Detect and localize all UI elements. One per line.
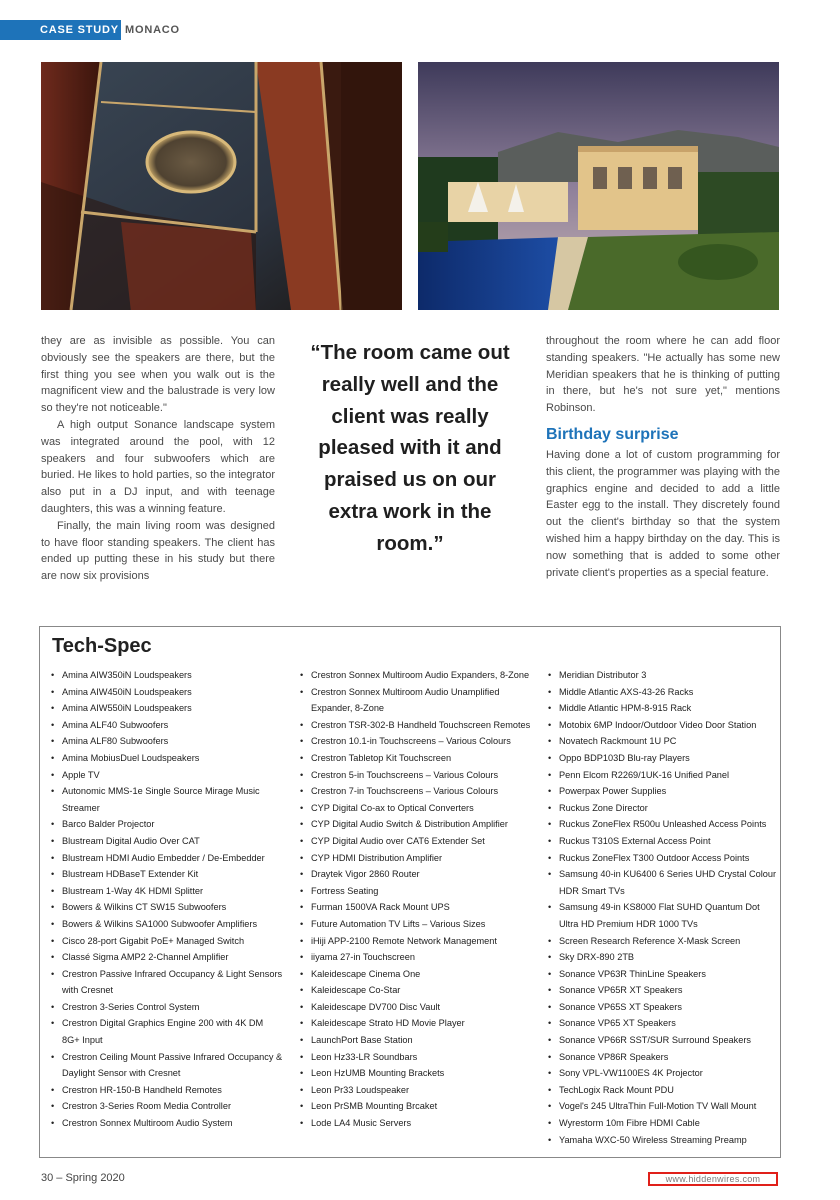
tech-spec-title: Tech-Spec <box>52 635 152 657</box>
left-paragraph-3: Finally, the main living room was designed to have floor standing speakers. The client has ended up putting these in his study but there are now six provisions <box>41 519 275 583</box>
tech-spec-column-2 <box>300 667 534 1132</box>
tech-spec-item: • Novatech Rackmount 1U PC <box>548 733 780 750</box>
tech-spec-item: • Sonance VP65 XT Speakers <box>548 1015 780 1032</box>
tech-spec-item: • LaunchPort Base Station <box>300 1032 534 1049</box>
ceiling-speaker-photo <box>41 62 402 310</box>
tech-spec-item: • CYP HDMI Distribution Amplifier <box>300 850 534 867</box>
tech-spec-item: • Lode LA4 Music Servers <box>300 1115 534 1132</box>
tech-spec-item: • Amina ALF40 Subwoofers <box>51 717 283 734</box>
tech-spec-item: • Amina AIW450iN Loudspeakers <box>51 684 283 701</box>
left-paragraph-2: A high output Sonance landscape system was integrated around the pool, with 12 speakers and four subwoofers which are buried. He likes to hold parties, so the integrator also put in a DJ input, and with teenage daughters, this was a winning feature. <box>41 418 275 515</box>
tech-spec-item: • Kaleidescape Co-Star <box>300 982 534 999</box>
tech-spec-item: • iHiji APP-2100 Remote Network Management <box>300 933 534 950</box>
section-header <box>0 20 180 40</box>
tech-spec-item: • Blustream HDBaseT Extender Kit <box>51 866 283 883</box>
tech-spec-item: • Barco Balder Projector <box>51 816 283 833</box>
tech-spec-item: • Blustream 1-Way 4K HDMI Splitter <box>51 883 283 900</box>
tech-spec-item: • Middle Atlantic AXS-43-26 Racks <box>548 684 780 701</box>
tech-spec-item: • Middle Atlantic HPM-8-915 Rack <box>548 700 780 717</box>
tech-spec-item: • Ruckus ZoneFlex R500u Unleashed Access Points <box>548 816 780 833</box>
tech-spec-item: • Fortress Seating <box>300 883 534 900</box>
tech-spec-item: • Future Automation TV Lifts – Various Sizes <box>300 916 534 933</box>
tech-spec-item: • Oppo BDP103D Blu-ray Players <box>548 750 780 767</box>
tech-spec-item: • Bowers & Wilkins CT SW15 Subwoofers <box>51 899 283 916</box>
tech-spec-item: • Crestron Sonnex Multiroom Audio System <box>51 1115 283 1132</box>
tech-spec-item: • Crestron TSR-302-B Handheld Touchscreen Remotes <box>300 717 534 734</box>
left-text-column <box>41 333 275 585</box>
tech-spec-item: • Vogel's 245 UltraThin Full-Motion TV Wall Mount <box>548 1098 780 1115</box>
right-paragraph-2: Having done a lot of custom programming for this client, the programmer was playing with the graphics engine and decided to add a little Easter egg to the install. They discretely found out the client's birthday so that the system wished him a happy birthday on the day. This is now something that is added to some other private client's properties as a special feature. <box>546 448 780 579</box>
tech-spec-item: • CYP Digital Co-ax to Optical Converters <box>300 800 534 817</box>
tech-spec-item: • Ruckus T310S External Access Point <box>548 833 780 850</box>
tech-spec-item: • Leon PrSMB Mounting Brcaket <box>300 1098 534 1115</box>
page-number: 30 – Spring 2020 <box>41 1172 125 1184</box>
tech-spec-item: • Crestron Tabletop Kit Touchscreen <box>300 750 534 767</box>
tech-spec-item: • Screen Research Reference X-Mask Screen <box>548 933 780 950</box>
tech-spec-item: • Blustream HDMI Audio Embedder / De-Embedder <box>51 850 283 867</box>
tech-spec-item: • Penn Elcom R2269/1UK-16 Unified Panel <box>548 767 780 784</box>
tech-spec-box <box>39 626 781 1158</box>
tech-spec-item: • Crestron 7-in Touchscreens – Various Colours <box>300 783 534 800</box>
right-text-column <box>546 333 780 581</box>
tech-spec-item: • Wyrestorm 10m Fibre HDMI Cable <box>548 1115 780 1132</box>
left-paragraph-1: they are as invisible as possible. You can obviously see the speakers are there, but the first thing you see when you walk out is the magnificent view and the balustrade is very low so they're not noticeable." <box>41 335 275 415</box>
tech-spec-item: • Crestron Ceiling Mount Passive Infrared Occupancy & Daylight Sensor with Cresnet <box>51 1049 283 1082</box>
tech-spec-item: • Sonance VP65S XT Speakers <box>548 999 780 1016</box>
tech-spec-item: • Powerpax Power Supplies <box>548 783 780 800</box>
tech-spec-item: • Kaleidescape Cinema One <box>300 966 534 983</box>
tech-spec-item: • Ruckus ZoneFlex T300 Outdoor Access Points <box>548 850 780 867</box>
tech-spec-item: • Crestron Digital Graphics Engine 200 with 4K DM 8G+ Input <box>51 1015 283 1048</box>
tech-spec-item: • Leon HzUMB Mounting Brackets <box>300 1065 534 1082</box>
tech-spec-item: • Samsung 40-in KU6400 6 Series UHD Crystal Colour HDR Smart TVs <box>548 866 780 899</box>
tech-spec-item: • Sonance VP86R Speakers <box>548 1049 780 1066</box>
tech-spec-item: • Apple TV <box>51 767 283 784</box>
pull-quote: “The room came out really well and the client was really pleased with it and praised us on our extra work in the room.” <box>310 341 510 555</box>
tech-spec-item: • Amina ALF80 Subwoofers <box>51 733 283 750</box>
tech-spec-item: • Samsung 49-in KS8000 Flat SUHD Quantum Dot Ultra HD Premium HDR 1000 TVs <box>548 899 780 932</box>
tech-spec-item: • Furman 1500VA Rack Mount UPS <box>300 899 534 916</box>
tech-spec-item: • Amina MobiusDuel Loudspeakers <box>51 750 283 767</box>
tech-spec-item: • Crestron 3-Series Room Media Controller <box>51 1098 283 1115</box>
tech-spec-item: • Draytek Vigor 2860 Router <box>300 866 534 883</box>
section-tab: CASE STUDY <box>0 20 121 40</box>
tech-spec-item: • Autonomic MMS-1e Single Source Mirage Music Streamer <box>51 783 283 816</box>
tech-spec-item: • Sky DRX-890 2TB <box>548 949 780 966</box>
tech-spec-item: • Motobix 6MP Indoor/Outdoor Video Door Station <box>548 717 780 734</box>
tech-spec-item: • Kaleidescape DV700 Disc Vault <box>300 999 534 1016</box>
tech-spec-item: • Kaleidescape Strato HD Movie Player <box>300 1015 534 1032</box>
tech-spec-item: • Crestron 5-in Touchscreens – Various Colours <box>300 767 534 784</box>
tech-spec-item: • Leon Hz33-LR Soundbars <box>300 1049 534 1066</box>
section-location: MONACO <box>125 24 180 36</box>
tech-spec-item: • Sonance VP66R SST/SUR Surround Speakers <box>548 1032 780 1049</box>
tech-spec-item: • Bowers & Wilkins SA1000 Subwoofer Amplifiers <box>51 916 283 933</box>
tech-spec-item: • Meridian Distributor 3 <box>548 667 780 684</box>
tech-spec-item: • Crestron HR-150-B Handheld Remotes <box>51 1082 283 1099</box>
tech-spec-item: • Amina AIW350iN Loudspeakers <box>51 667 283 684</box>
tech-spec-item: • Crestron Sonnex Multiroom Audio Expanders, 8-Zone <box>300 667 534 684</box>
tech-spec-item: • Sonance VP63R ThinLine Speakers <box>548 966 780 983</box>
tech-spec-item: • Sonance VP65R XT Speakers <box>548 982 780 999</box>
tech-spec-item: • Amina AIW550iN Loudspeakers <box>51 700 283 717</box>
tech-spec-column-1 <box>51 667 283 1132</box>
right-paragraph-1: throughout the room where he can add floor standing speakers. "He actually has some new Meridian speakers that he is thinking of putting in there, but he's not sure yet," mentions Robinson. <box>546 335 780 415</box>
tech-spec-item: • Crestron Passive Infrared Occupancy & Light Sensors with Cresnet <box>51 966 283 999</box>
tech-spec-item: • Cisco 28-port Gigabit PoE+ Managed Switch <box>51 933 283 950</box>
tech-spec-item: • CYP Digital Audio over CAT6 Extender Set <box>300 833 534 850</box>
tech-spec-item: • Crestron 3-Series Control System <box>51 999 283 1016</box>
tech-spec-item: • Leon Pr33 Loudspeaker <box>300 1082 534 1099</box>
tech-spec-column-3 <box>548 667 780 1148</box>
tech-spec-item: • Blustream Digital Audio Over CAT <box>51 833 283 850</box>
tech-spec-item: • Yamaha WXC-50 Wireless Streaming Preamp <box>548 1132 780 1149</box>
villa-pool-photo <box>418 62 779 310</box>
tech-spec-item: • Ruckus Zone Director <box>548 800 780 817</box>
tech-spec-item: • Crestron 10.1-in Touchscreens – Various Colours <box>300 733 534 750</box>
tech-spec-item: • Classé Sigma AMP2 2-Channel Amplifier <box>51 949 283 966</box>
tech-spec-item: • Sony VPL-VW1100ES 4K Projector <box>548 1065 780 1082</box>
website-link[interactable]: www.hiddenwires.com <box>648 1172 778 1186</box>
tech-spec-item: • Crestron Sonnex Multiroom Audio Unamplified Expander, 8-Zone <box>300 684 534 717</box>
tech-spec-item: • TechLogix Rack Mount PDU <box>548 1082 780 1099</box>
birthday-heading: Birthday surprise <box>546 425 679 443</box>
tech-spec-item: • CYP Digital Audio Switch & Distribution Amplifier <box>300 816 534 833</box>
tech-spec-item: • iiyama 27-in Touchscreen <box>300 949 534 966</box>
